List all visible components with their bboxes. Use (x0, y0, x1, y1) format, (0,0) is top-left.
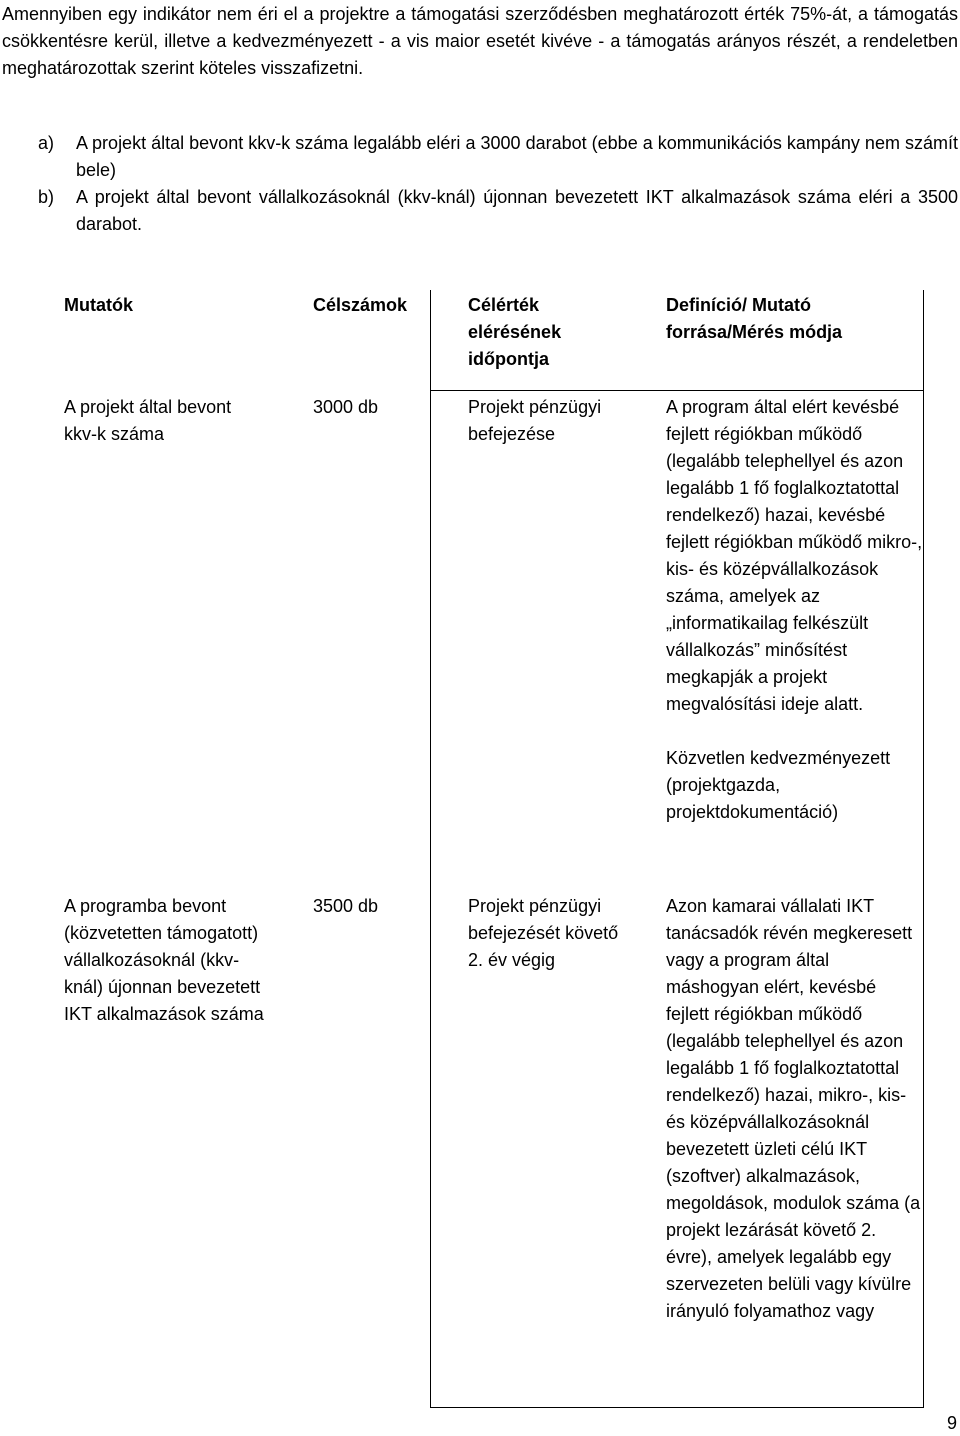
header-definicio: Definíció/ Mutató forrása/Mérés módja (666, 295, 843, 342)
list-marker: a) (38, 133, 55, 153)
row2-celszam: 3500 db (313, 896, 379, 916)
list-item-text: A projekt által bevont vállalkozásoknál (kkv-knál) újonnan bevezetett IKT alkalmazások száma eléri a 3500 darabot. (76, 187, 958, 234)
indicator-table (50, 290, 924, 1408)
row2-mutato: A programba bevont (közvetetten támogatott) vállalkozásoknál (kkv-knál) újonnan bevezetett IKT alkalmazások száma (64, 896, 264, 1024)
header-mutatok: Mutatók (64, 295, 133, 315)
row1-celszam: 3000 db (313, 397, 379, 417)
row1-idopont: Projekt pénzügyi befejezése (468, 397, 602, 444)
intro-paragraph (2, 1, 958, 82)
row2-definicio: Azon kamarai vállalati IKT tanácsadók révén megkeresett vagy a program által máshogyan elért, kevésbé fejlett régiókban működő (legalább telephellyel és azon legalább 1 fő foglalkoztatottal rendelkező) hazai, mikro-, kis- és középvállalkozásoknál bevezetett üzleti célú IKT (szoftver) alkalmazások, megoldások, modulok száma (a projekt lezárását követő 2. évre), amelyek legalább egy szervezeten belüli vagy kívülre irányuló folyamathoz vagy (666, 896, 921, 1321)
row1-mutato: A projekt által bevont kkv-k száma (64, 397, 232, 444)
table-border-bottom (430, 1407, 924, 1408)
row1-forras-text: Közvetlen kedvezményezett (projektgazda, projektdokumentáció) (666, 748, 891, 822)
table-border-left-header (430, 290, 431, 1408)
row2-idopont: Projekt pénzügyi befejezését követő 2. év végig (468, 896, 619, 970)
paragraph-gap (666, 718, 924, 745)
list-marker: b) (38, 187, 55, 207)
list-item (38, 184, 958, 238)
header-celszamok: Célszámok (313, 295, 408, 315)
list-item-text: A projekt által bevont kkv-k száma legalább eléri a 3000 darabot (ebbe a kommunikációs kampány nem számít bele) (76, 133, 958, 180)
list-item (38, 130, 958, 184)
intro-text: Amennyiben egy indikátor nem éri el a projektre a támogatási szerződésben meghatározott érték 75%-át, a támogatás csökkentésre kerül, illetve a kedvezményezett - a vis maior esetét kivéve - a támogatás arányos részét, a rendeletben meghatározottak szerint köteles visszafizetni. (2, 4, 958, 78)
table-border-header-bottom (430, 390, 924, 391)
page-number: 9 (946, 1413, 957, 1433)
indicator-list (38, 130, 958, 238)
header-celertek: Célérték elérésének időpontja (468, 295, 562, 369)
row1-definicio (666, 394, 924, 826)
row1-definicio-text: A program által elért kevésbé fejlett régiókban működő (legalább telephellyel és azon legalább 1 fő foglalkoztatottal rendelkező) hazai, kevésbé fejlett régiókban működő mikro-, kis- és középvállalkozások száma, amelyek az „informatikailag felkészült vállalkozás” minősítést megkapják a projekt megvalósítási ideje alatt. (666, 397, 923, 714)
